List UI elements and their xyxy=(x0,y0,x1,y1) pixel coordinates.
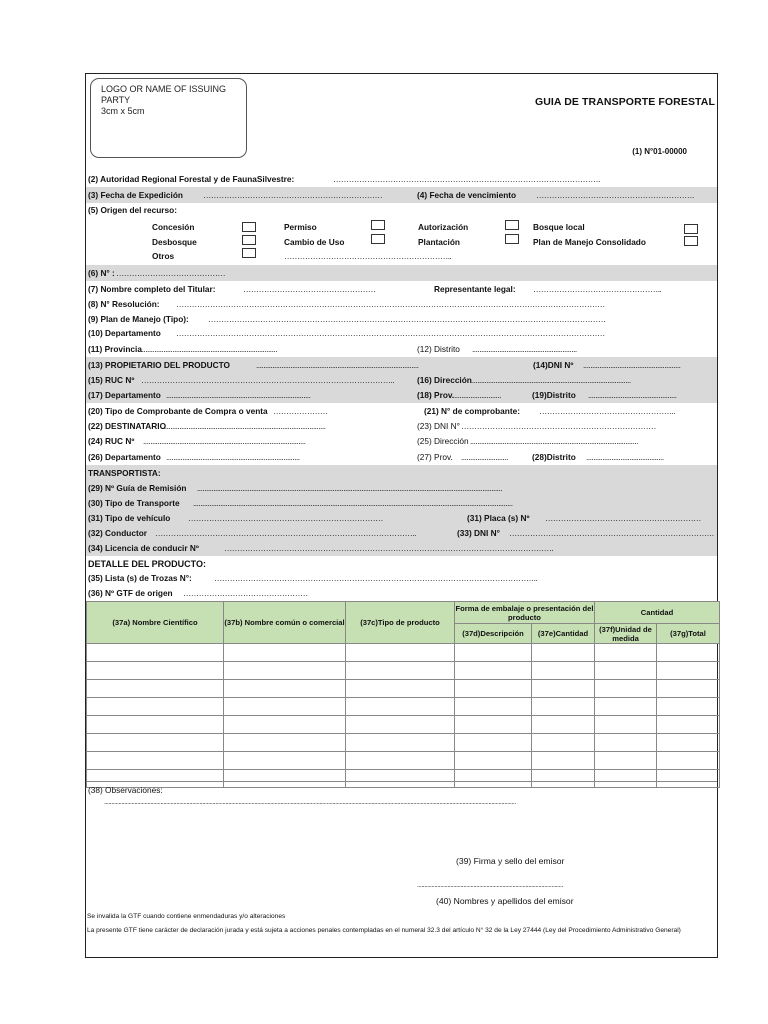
checkbox-concesion[interactable] xyxy=(242,222,256,232)
checkbox-desbosque[interactable] xyxy=(242,235,256,245)
field-row-32: (32) Conductor ……………………………………………………………………………………….. (33) DNI N° ……………………………………………………………………. xyxy=(86,525,717,541)
field-row-24: (24) RUC Nº .......................................................................................... (25) Dirección ............................................................................................. xyxy=(86,433,717,449)
firma-label: (39) Firma y sello del emisor xyxy=(456,856,565,866)
field-33-label: (33) DNI N° xyxy=(457,528,500,538)
field-row-15: (15) RUC Nº …………………………………………………………………………………….. (16) Dirección ......................................................................................... xyxy=(86,372,717,388)
field-16-label: (16) Dirección xyxy=(417,375,472,385)
col-37g-header: (37g)Total xyxy=(657,624,720,644)
origen-otros: Otros xyxy=(152,251,175,261)
table-bottom-rule xyxy=(86,781,717,782)
field-row-20: (20) Tipo de Comprobante de Compra o venta ………………… (21) N° de comprobante: …………………………………………….. xyxy=(86,403,717,419)
col-37d-header: (37d)Descripción xyxy=(455,624,532,644)
field-19-label: (19)Distrito xyxy=(532,390,576,400)
field-3-label: (3) Fecha de Expedición xyxy=(88,190,183,200)
field-22-label: (22) DESTINATARIO xyxy=(88,421,167,431)
checkbox-otros[interactable] xyxy=(242,248,256,258)
field-29-label: (29) Nº Guía de Remisión xyxy=(88,483,187,493)
field-row-17: (17) Departamento ................................................................................ (18) Prov. .......................... (19)Distrito ................................................. xyxy=(86,387,717,403)
field-row-6: (6) N° : …………………………………… xyxy=(86,265,717,281)
table-row xyxy=(87,680,720,698)
col-37a-header: (37a) Nombre Científico xyxy=(87,602,224,644)
field-26-label: (26) Departamento xyxy=(88,452,161,462)
field-25-label: (25) Dirección xyxy=(417,436,469,446)
field-7-label: (7) Nombre completo del Titular: xyxy=(88,284,216,294)
origen-permiso: Permiso xyxy=(284,222,317,232)
field-6-label: (6) N° : xyxy=(88,268,115,278)
checkbox-plantacion[interactable] xyxy=(505,234,519,244)
detalle-heading: DETALLE DEL PRODUCTO: xyxy=(88,559,207,569)
table-row xyxy=(87,770,720,788)
field-14-label: (14)DNI Nº xyxy=(533,360,574,370)
logo-line-2: PARTY xyxy=(101,95,131,105)
field-row-8: (8) N° Resolución: ………………………………………………………………………………………………………………………………………………… xyxy=(86,296,717,312)
checkbox-autorizacion[interactable] xyxy=(505,220,519,230)
field-36-label: (36) Nº GTF de origen xyxy=(88,588,173,598)
origen-bosque-local: Bosque local xyxy=(533,222,585,232)
field-27-label: (27) Prov. xyxy=(417,452,453,462)
observaciones-label: (38) Observaciones: xyxy=(88,785,163,795)
logo-line-3: 3cm x 5cm xyxy=(101,106,145,116)
field-31b-label: (31) Placa (s) Nº xyxy=(467,513,530,523)
field-row-7: (7) Nombre completo del Titular: …………………………………………… Representante legal: ………………………………………….. xyxy=(86,281,717,297)
field-30-label: (30) Tipo de Transporte xyxy=(88,498,180,508)
section-transportista xyxy=(86,465,717,481)
field-21-label: (21) N° de comprobante: xyxy=(424,406,520,416)
cantidad-header: Cantidad xyxy=(595,602,720,624)
field-32-label: (32) Conductor xyxy=(88,528,147,538)
checkbox-plan-manejo[interactable] xyxy=(684,236,698,246)
logo-line-1: LOGO OR NAME OF ISSUING xyxy=(101,84,227,94)
field-34-label: (34) Licencia de conducir Nº xyxy=(88,543,199,553)
checkbox-bosque-local[interactable] xyxy=(684,224,698,234)
field-2-label: (2) Autoridad Regional Forestal y de FaunaSilvestre: xyxy=(88,174,295,184)
field-24-label: (24) RUC Nº xyxy=(88,436,135,446)
col-37e-header: (37e)Cantidad xyxy=(532,624,595,644)
field-17-label: (17) Departamento xyxy=(88,390,161,400)
table-row xyxy=(87,644,720,662)
field-12-label: (12) Distrito xyxy=(417,344,460,354)
field-11-label: (11) Provincia xyxy=(88,344,142,354)
field-row-2: (2) Autoridad Regional Forestal y de FaunaSilvestre: …………………………………………………………………………………………. xyxy=(86,171,717,187)
col-37b-header: (37b) Nombre común o comercial xyxy=(224,602,346,644)
field-row-31: (31) Tipo de vehículo ………………………………………………………………… (31) Placa (s) Nº …………………………………………………… xyxy=(86,510,717,526)
footer-note-1: Se invalida la GTF cuando contiene enmendaduras y/o alteraciones xyxy=(87,913,286,920)
field-row-9: (9) Plan de Manejo (Tipo): ……………………………………………………………………………………………………………………………………… xyxy=(86,311,717,327)
table-row xyxy=(87,752,720,770)
field-row-13: (13) PROPIETARIO DEL PRODUCTO .......................................................................................... (14)DNI Nº ...................................................... xyxy=(86,357,717,373)
origen-desbosque: Desbosque xyxy=(152,237,197,247)
checkbox-permiso[interactable] xyxy=(371,220,385,230)
origen-plan-manejo: Plan de Manejo Consolidado xyxy=(533,237,646,247)
table-row xyxy=(87,698,720,716)
table-row xyxy=(87,662,720,680)
footer-note-2: La presente GTF tiene carácter de declaración jurada y está sujeta a acciones penales contempladas en el numeral 32.3 del artículo N° 32 de la Ley 27444 (Ley del Procedimiento Administrativo General) xyxy=(87,927,681,934)
nombres-label: (40) Nombres y apellidos del emisor xyxy=(436,896,574,906)
col-37f-header: (37f)Unidad de medida xyxy=(595,624,657,644)
table-row xyxy=(87,716,720,734)
table-row xyxy=(87,734,720,752)
field-row-29: (29) Nº Guía de Remisión ......................................................................................................................................................................... xyxy=(86,480,717,496)
field-row-3: (3) Fecha de Expedición …………………………………………………………… (4) Fecha de vencimiento ……………………………………………………. xyxy=(86,187,717,203)
gtf-form xyxy=(85,73,718,958)
field-9-label: (9) Plan de Manejo (Tipo): xyxy=(88,314,189,324)
observaciones-line[interactable]: ............................................................................................................................................................................................................................................................................................. xyxy=(104,799,516,806)
field-35-label: (35) Lista (s) de Trozas N°: xyxy=(88,573,192,583)
field-28-label: (28)Distrito xyxy=(532,452,576,462)
checkbox-cambio-uso[interactable] xyxy=(371,234,385,244)
field-23-label: (23) DNI N° xyxy=(417,421,460,431)
field-18-label: (18) Prov. xyxy=(417,390,455,400)
firma-line[interactable]: ..................................................................................................... xyxy=(417,882,563,889)
field-5-label: (5) Origen del recurso: xyxy=(88,205,177,215)
field-31-label: (31) Tipo de vehículo xyxy=(88,513,171,523)
origen-plantacion: Plantación xyxy=(418,237,460,247)
field-row-11: (11) Provincia ............................................................................. (12) Distrito .......................................................... xyxy=(86,341,717,357)
field-row-5: (5) Origen del recurso: Concesión Permiso Autorización Bosque local Desbosque Cambio de Uso Plantación Plan de Manejo Consolidado Otros ……………………………………………………….. xyxy=(86,203,717,265)
field-row-30: (30) Tipo de Transporte ................................................................................................................................................................................. xyxy=(86,495,717,511)
origen-autorizacion: Autorización xyxy=(418,222,469,232)
col-37c-header: (37c)Tipo de producto xyxy=(346,602,455,644)
field-13-label: (13) PROPIETARIO DEL PRODUCTO xyxy=(88,360,230,370)
logo-placeholder xyxy=(90,78,247,158)
field-row-35: (35) Lista (s) de Trozas N°: …………………………………………………………………………………………………………….. xyxy=(86,570,717,586)
field-row-22: (22) DESTINATARIO .......................................................................................... (23) DNI N° ………………………………………………………………… xyxy=(86,418,717,434)
document-number: (1) N°01-00000 xyxy=(632,147,687,156)
field-row-26: (26) Departamento .......................................................................... (27) Prov. .......................... (28)Distrito ........................................... xyxy=(86,449,717,465)
field-20-label: (20) Tipo de Comprobante de Compra o venta xyxy=(88,406,268,416)
field-row-34: (34) Licencia de conducir Nº ………………………………………………………………………………………………………………. xyxy=(86,540,717,556)
field-row-10: (10) Departamento ………………………………………………………………………………………………………………………………………………… xyxy=(86,325,717,341)
origen-concesion: Concesión xyxy=(152,222,195,232)
field-10-label: (10) Departamento xyxy=(88,328,161,338)
field-row-36: (36) Nº GTF de origen ………………………………………… xyxy=(86,585,717,601)
product-detail-table xyxy=(86,601,720,788)
origen-cambio-uso: Cambio de Uso xyxy=(284,237,345,247)
transportista-heading: TRANSPORTISTA: xyxy=(88,468,161,478)
field-15-label: (15) RUC Nº xyxy=(88,375,135,385)
forma-header: Forma de embalaje o presentación del producto xyxy=(455,603,594,622)
field-8-label: (8) N° Resolución: xyxy=(88,299,160,309)
document-title: GUIA DE TRANSPORTE FORESTAL xyxy=(534,96,715,108)
field-4-label: (4) Fecha de vencimiento xyxy=(417,190,517,200)
field-7b-label: Representante legal: xyxy=(434,284,516,294)
